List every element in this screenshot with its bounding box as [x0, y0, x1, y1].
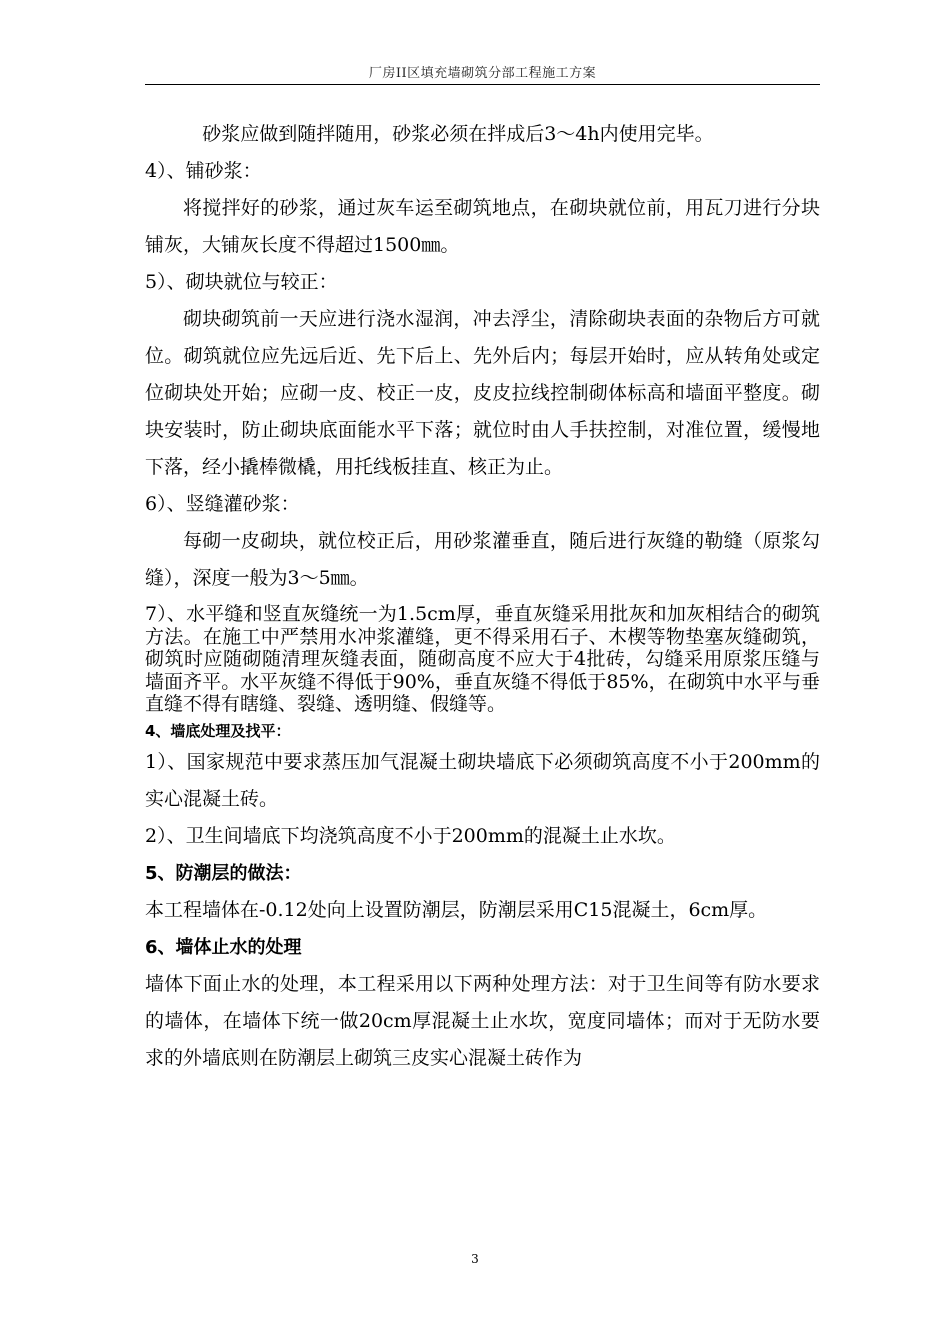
paragraph-wall-base-spec: 1）、国家规范中要求蒸压加气混凝土砌块墙底下必须砌筑高度不小于200mm的实心混凝土砖。: [145, 750, 820, 810]
paragraph-joint-thickness: 7）、水平缝和竖直灰缝统一为1.5cm厚，垂直灰缝采用批灰和加灰相结合的砌筑方法。在施工中严禁用水冲浆灌缝，更不得采用石子、木楔等物垫塞灰缝砌筑，砌筑时应随砌随清理灰缝表面，随砌高度不应大于4批砖，勾缝采用原浆压缝与墙面齐平。水平灰缝不得低于90%，垂直灰缝不得低于85%，在砌筑中水平与垂直缝不得有瞎缝、裂缝、透明缝、假缝等。: [145, 603, 820, 715]
paragraph-damp-proof: 本工程墙体在-0.12处向上设置防潮层，防潮层采用C15混凝土，6cm厚。: [145, 898, 768, 921]
paragraph-bathroom-curb: 2）、卫生间墙底下均浇筑高度不小于200mm的混凝土止水坎。: [145, 824, 676, 847]
paragraph-block-positioning: 砌块砌筑前一天应进行浇水湿润，冲去浮尘，清除砌块表面的杂物后方可就位。砌筑就位应先远后近、先下后上、先外后内；每层开始时，应从转角处或定位砌块处开始；应砌一皮、校正一皮，皮皮拉线控制砌体标高和墙面平整度。砌块安装时，防止砌块底面能水平下落；就位时由人手扶控制，对准位置，缓慢地下落，经小撬棒微橇，用托线板挂直、核正为止。: [145, 308, 820, 478]
header-divider: [145, 84, 820, 85]
subheading-spread-mortar: 4）、铺砂浆：: [145, 160, 262, 182]
subheading-block-positioning: 5）、砌块就位与较正：: [145, 271, 338, 293]
subheading-vertical-joint: 6）、竖缝灌砂浆：: [145, 493, 300, 515]
paragraph-mortar-usage-text: 砂浆应做到随拌随用，砂浆必须在拌成后3～4h内使用完毕。: [202, 123, 714, 145]
document-body: [145, 116, 820, 1077]
paragraph-mortar-usage: [145, 116, 820, 153]
section-heading-damp-proof: 5、防潮层的做法：: [145, 862, 302, 884]
section-heading-wall-base: 4、墙底处理及找平：: [145, 721, 291, 740]
section-heading-waterproofing: 6、墙体止水的处理: [145, 936, 302, 958]
page-header: 厂房II区填充墙砌筑分部工程施工方案: [368, 66, 597, 81]
paragraph-vertical-joint: 每砌一皮砌块，就位校正后，用砂浆灌垂直，随后进行灰缝的勒缝（原浆勾缝），深度一般为3～5㎜。: [145, 530, 820, 589]
paragraph-spread-mortar: 将搅拌好的砂浆，通过灰车运至砌筑地点，在砌块就位前，用瓦刀进行分块铺灰，大铺灰长度不得超过1500㎜。: [145, 197, 820, 256]
paragraph-waterproofing: 墙体下面止水的处理，本工程采用以下两种处理方法：对于卫生间等有防水要求的墙体，在墙体下统一做20cm厚混凝土止水坎，宽度同墙体；而对于无防水要求的外墙底则在防潮层上砌筑三皮实心混凝土砖作为: [145, 972, 820, 1069]
page-number: 3: [471, 1252, 479, 1266]
